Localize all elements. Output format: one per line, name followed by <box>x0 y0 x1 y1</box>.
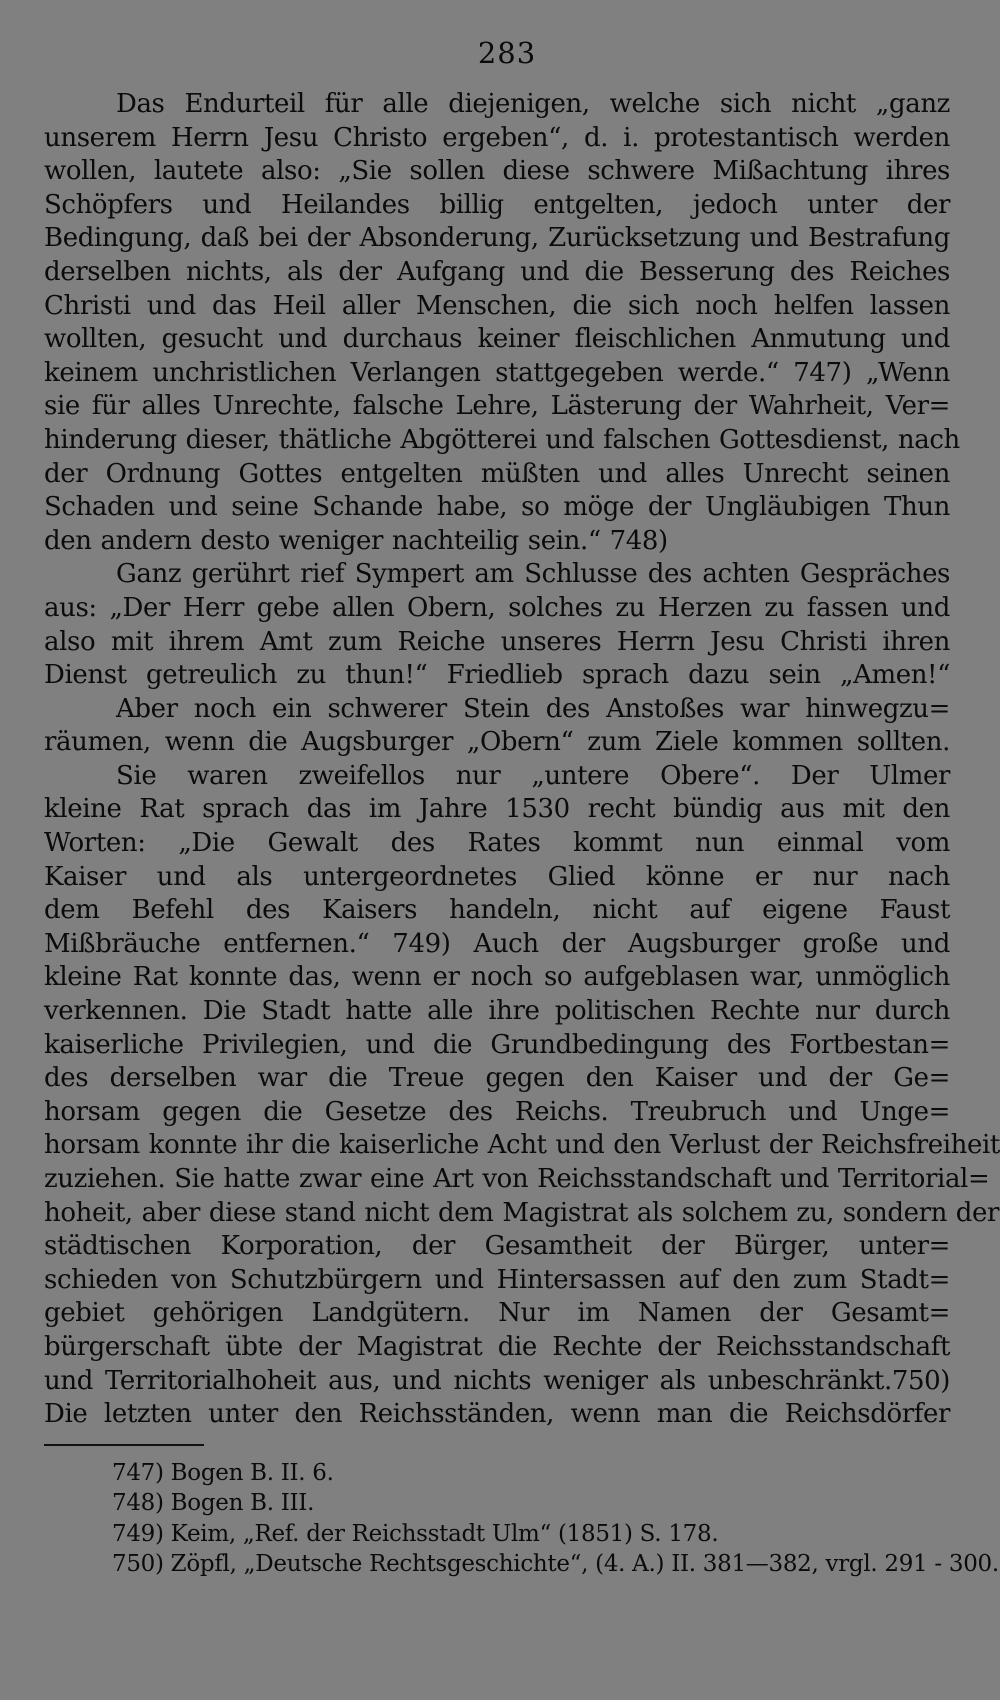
text-line: dem Befehl des Kaisers handeln, nicht auf eigene Faust <box>44 895 950 926</box>
text-line: räumen, wenn die Augsburger „Obern“ zum Ziele kommen sollten. <box>44 727 950 758</box>
text-line: des derselben war die Treue gegen den Kaiser und der Ge= <box>44 1063 950 1094</box>
text-line: horsam gegen die Gesetze des Reichs. Treubruch und Unge= <box>44 1096 950 1127</box>
footnote-749: 749) Keim, „Ref. der Reichsstadt Ulm“ (1851) S. 178. <box>112 1520 719 1547</box>
footnote-divider <box>44 1444 204 1446</box>
footnote-747: 747) Bogen B. II. 6. <box>112 1459 334 1486</box>
text-line: Schaden und seine Schande habe, so möge der Ungläubigen Thun <box>44 492 950 523</box>
text-line: Schöpfers und Heilandes billig entgelten, jedoch unter der <box>44 189 950 220</box>
text-line: schieden von Schutzbürgern und Hintersassen auf den zum Stadt= <box>44 1264 950 1295</box>
page-number: 283 <box>477 36 537 70</box>
text-line: Die letzten unter den Reichsständen, wenn man die Reichsdörfer <box>44 1399 950 1430</box>
text-line: Christi und das Heil aller Menschen, die sich noch helfen lassen <box>44 290 950 321</box>
text-line: Worten: „Die Gewalt des Rates kommt nun einmal vom <box>44 828 950 859</box>
text-line: Sie waren zweifellos nur „untere Obere“. Der Ulmer <box>116 760 950 791</box>
text-line: Das Endurteil für alle diejenigen, welche sich nicht „ganz <box>116 89 950 119</box>
text-line: unserem Herrn Jesu Christo ergeben“, d. i. protestantisch werden <box>44 122 950 153</box>
text-line: hoheit, aber diese stand nicht dem Magistrat als solchem zu, sondern der <box>44 1197 1000 1228</box>
footnote-748: 748) Bogen B. III. <box>112 1490 315 1517</box>
text-line: Ganz gerührt rief Sympert am Schlusse des achten Gespräches <box>116 559 950 590</box>
text-line: Kaiser und als untergeordnetes Glied könne er nur nach <box>44 861 950 892</box>
footnotes <box>44 1458 999 1580</box>
text-line: kleine Rat sprach das im Jahre 1530 recht bündig aus mit den <box>44 794 950 825</box>
text-line: hinderung dieser, thätliche Abgötterei und falschen Gottesdienst, nach <box>44 424 960 455</box>
text-line: aus: „Der Herr gebe allen Obern, solches zu Herzen zu fassen und <box>44 592 950 623</box>
text-line: bürgerschaft übte der Magistrat die Rechte der Reichsstandschaft <box>44 1331 950 1362</box>
body-text <box>44 88 1000 1432</box>
text-line: verkennen. Die Stadt hatte alle ihre politischen Rechte nur durch <box>44 996 950 1027</box>
text-line: Dienst getreulich zu thun!“ Friedlieb sprach dazu sein „Amen!“ <box>44 660 950 691</box>
text-line: städtischen Korporation, der Gesamtheit der Bürger, unter= <box>44 1231 950 1262</box>
text-line: Mißbräuche entfernen.“ 749) Auch der Augsburger große und <box>44 928 950 959</box>
text-line: und Territorialhoheit aus, und nichts weniger als unbeschränkt.750) <box>44 1365 950 1396</box>
text-line: zuziehen. Sie hatte zwar eine Art von Reichsstandschaft und Territorial= <box>44 1164 990 1194</box>
text-line: also mit ihrem Amt zum Reiche unseres Herrn Jesu Christi ihren <box>44 626 950 657</box>
text-line: Aber noch ein schwerer Stein des Anstoßes war hinwegzu= <box>116 693 950 724</box>
text-line: keinem unchristlichen Verlangen stattgegeben werde.“ 747) „Wenn <box>44 357 950 388</box>
text-line: kaiserliche Privilegien, und die Grundbedingung des Fortbestan= <box>44 1029 950 1060</box>
text-line: wollten, gesucht und durchaus keiner fleischlichen Anmutung und <box>44 324 950 355</box>
text-line: kleine Rat konnte das, wenn er noch so aufgeblasen war, unmöglich <box>44 962 950 993</box>
text-line: den andern desto weniger nachteilig sein.“ 748) <box>44 525 668 556</box>
footnote-750: 750) Zöpfl, „Deutsche Rechtsgeschichte“, (4. A.) II. 381—382, vrgl. 291 - 300. <box>112 1551 999 1578</box>
text-line: Bedingung, daß bei der Absonderung, Zurücksetzung und Bestrafung <box>44 223 950 254</box>
text-line: der Ordnung Gottes entgelten müßten und alles Unrecht seinen <box>44 458 950 489</box>
text-line: gebiet gehörigen Landgütern. Nur im Namen der Gesamt= <box>44 1298 950 1329</box>
text-line: horsam konnte ihr die kaiserliche Acht und den Verlust der Reichsfreiheit <box>44 1130 1000 1161</box>
text-line: sie für alles Unrechte, falsche Lehre, Lästerung der Wahrheit, Ver= <box>44 391 950 422</box>
book-page <box>44 36 1000 1580</box>
text-line: derselben nichts, als der Aufgang und die Besserung des Reiches <box>44 256 950 287</box>
text-line: wollen, lautete also: „Sie sollen diese schwere Mißachtung ihres <box>44 156 950 187</box>
